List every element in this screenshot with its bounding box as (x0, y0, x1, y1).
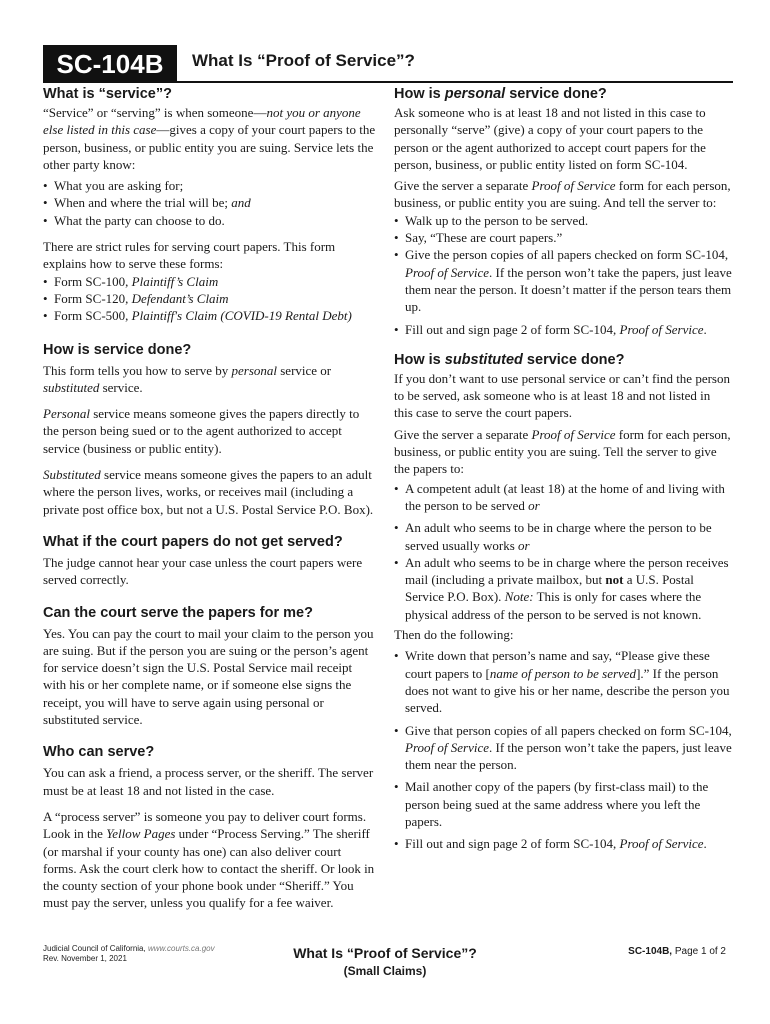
list-item: • Fill out and sign page 2 of form SC-104, Proof of Service. (394, 836, 707, 852)
footer-page-number: SC-104B, Page 1 of 2 (628, 946, 726, 957)
header-rule (43, 81, 733, 83)
paragraph: The judge cannot hear your case unless the court papers were served correctly. (43, 554, 363, 588)
list-item: • Say, “These are court papers.” (394, 230, 563, 246)
paragraph: Personal service means someone gives the papers directly to the person being sued or to the agent authorized to accept service (business or public entity). (43, 406, 360, 456)
paragraph: A “process server” is someone you pay to deliver court forms. Look in the Yellow Pages under “Process Serving.” The sheriff (or marshal if your county has one) can also deliver court forms. Ask the court clerk how to contact the sheriff. Or look in the county section of your phone book under “Sheriff.” You must pay the server, unless you qualify for a fee waiver. (43, 808, 375, 911)
footer-url-link[interactable]: www.courts.ca.gov (147, 944, 215, 953)
paragraph: Yes. You can pay the court to mail your claim to the person you are suing. But if the person you are suing or the person’s agent for service doesn’t sign the U.S. Postal Service mail receipt with his or her complete name, or if someone else signs the receipt, you will have to serve again using personal or substituted service. (43, 625, 374, 728)
section-heading-what-is-service: What is “service”? (43, 86, 172, 102)
section-heading-court-serve: Can the court serve the papers for me? (43, 604, 313, 621)
right-column (394, 84, 732, 853)
list-item: • An adult who seems to be in charge where the person receives mail (including a private mailbox, but not a U.S. Postal Service P.O. Box). Note: This is only for cases where the physical address of the person to be served is not known. (394, 554, 729, 622)
left-column (43, 84, 376, 912)
paragraph: You can ask a friend, a process server, or the sheriff. The server must be at least 18 and not listed in the case. (43, 765, 374, 798)
list-item: • Mail another copy of the papers (by first-class mail) to the person being sued at the same address where you left the papers. (394, 779, 709, 829)
list-item: • Form SC-500, Plaintiff's Claim (COVID-19 Rental Debt) (43, 308, 352, 324)
list-item: • Give the person copies of all papers checked on form SC-104, Proof of Service. If the person won’t take the papers, just leave them near the person. It doesn’t matter if the person tears them up. (394, 247, 732, 315)
page-title: What Is “Proof of Service”? (192, 51, 415, 70)
footer-title-block (260, 944, 510, 980)
list-item: • A competent adult (at least 18) at the home of and living with the person to be served or (394, 480, 725, 513)
list-item: • An adult who seems to be in charge where the person to be served usually works or (394, 520, 712, 553)
list-item: • Walk up to the person to be served. (394, 212, 589, 228)
paragraph: Give the server a separate Proof of Service form for each person, business, or public entity you are suing. And tell the server to: (394, 178, 731, 211)
list-item: • What you are asking for; (43, 178, 184, 194)
paragraph: Substituted service means someone gives the papers to an adult where the person lives, works, or receives mail (including a private post office box, but not a U.S. Postal Service P.O. Box). (43, 467, 374, 517)
paragraph: Then do the following: (394, 627, 514, 643)
list-item: • When and where the trial will be; and (43, 195, 251, 211)
list-item: • Form SC-120, Defendant’s Claim (43, 290, 229, 306)
footer-revision: Rev. November 1, 2021 (43, 954, 127, 963)
paragraph: Ask someone who is at least 18 and not listed in this case to personally “serve” (give) a copy of your court papers to the person or the agent authorized to accept court papers for the person, business, or public entity listed on form SC-104. (394, 105, 706, 172)
section-heading-who-can-serve: Who can serve? (43, 744, 155, 761)
section-heading-how-is-service-done: How is service done? (43, 341, 192, 358)
paragraph: This form tells you how to serve by personal service or substituted service. (43, 362, 332, 395)
list-item: • Form SC-100, Plaintiff’s Claim (43, 273, 219, 289)
form-id-badge: SC-104B (43, 45, 177, 83)
paragraph: “Service” or “serving” is when someone—not you or anyone else listed in this case—gives a copy of your court papers to the person, business, or public entity you are suing. Service lets the other party know: (43, 105, 376, 172)
section-heading-substituted-service: How is substituted service done? (394, 351, 625, 368)
footer-title: What Is “Proof of Service”? (293, 945, 477, 961)
paragraph: Give the server a separate Proof of Service form for each person, business, or public entity you are suing. Tell the server to give the papers to: (394, 426, 731, 477)
list-item: • Write down that person’s name and say, “Please give these court papers to [name of person to be served].” If the person does not want to give his or her name, describe the person you served. (394, 648, 730, 716)
footer-credit (43, 944, 215, 964)
footer-subtitle: (Small Claims) (343, 964, 427, 978)
paragraph: There are strict rules for serving court papers. This form explains how to serve these forms: (43, 239, 336, 272)
section-heading-personal-service: How is personal service done? (394, 86, 607, 102)
list-item: • Fill out and sign page 2 of form SC-104, Proof of Service. (394, 321, 707, 337)
paragraph: If you don’t want to use personal service or can’t find the person to be served, ask someone who is at least 18 and not listed in this case to serve the court papers. (394, 370, 730, 421)
list-item: • Give that person copies of all papers checked on form SC-104, Proof of Service. If the person won’t take the papers, just leave them near the person. (394, 722, 732, 773)
list-item: • What the party can choose to do. (43, 212, 225, 228)
section-heading-not-served: What if the court papers do not get served? (43, 533, 343, 550)
footer-council: Judicial Council of California, (43, 944, 148, 953)
